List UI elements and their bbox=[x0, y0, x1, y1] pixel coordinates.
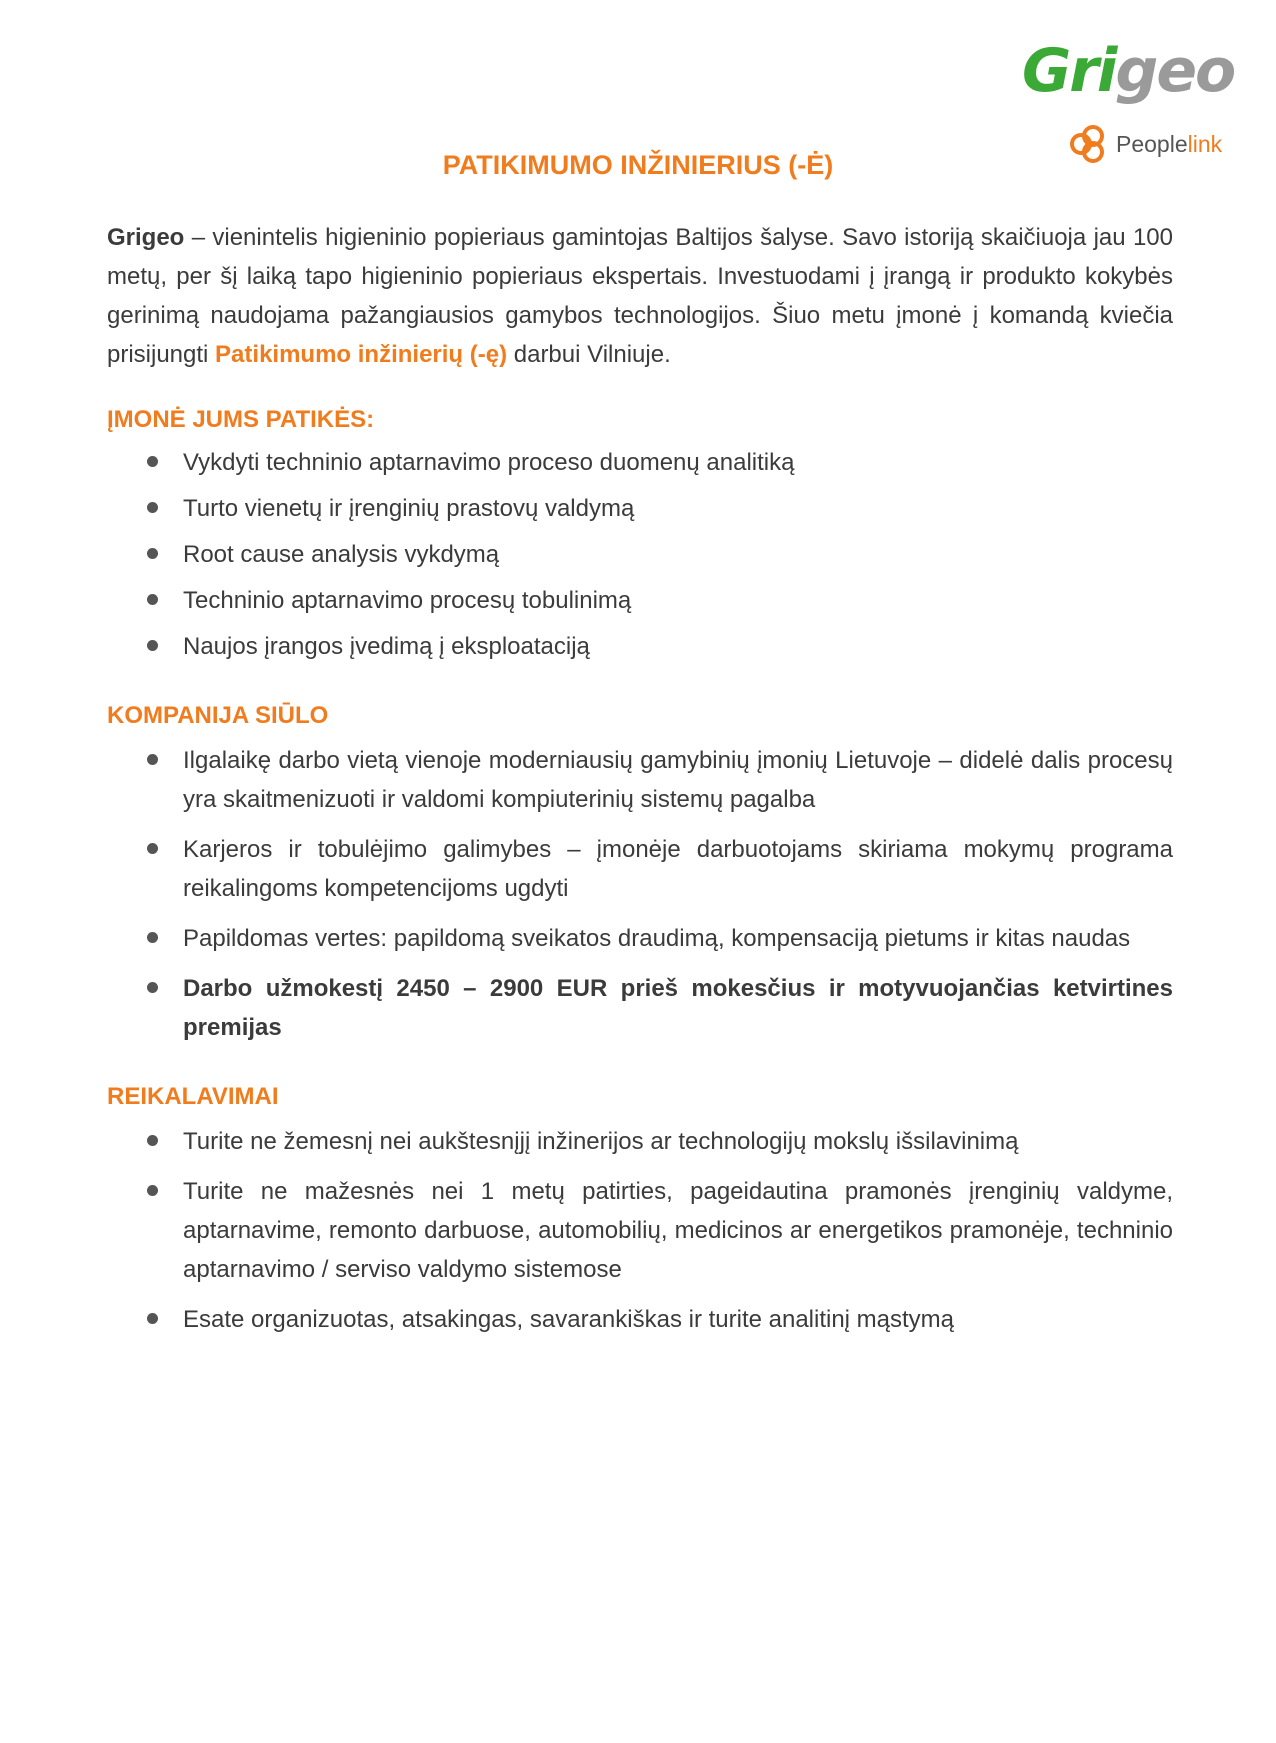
grigeo-logo-grey: geo bbox=[1115, 36, 1235, 106]
list-item bbox=[107, 741, 1173, 819]
bullet-icon bbox=[147, 502, 158, 513]
list-item-text: Turite ne mažesnės nei 1 metų patirties, pageidautina pramonės įrenginių valdyme, aptarnavime, remonto darbuose, automobilių, medicinos ar energetikos pramonėje, techninio aptarnavimo / serviso valdymo sistemose bbox=[183, 1178, 1173, 1283]
section-heading-offer: KOMPANIJA SIŪLO bbox=[107, 702, 329, 729]
list-item bbox=[107, 919, 1173, 958]
list-item bbox=[107, 1122, 1173, 1161]
list-item bbox=[107, 830, 1173, 908]
list-item-text: Karjeros ir tobulėjimo galimybes – įmonėje darbuotojams skiriama mokymų programa reikalingoms kompetencijoms ugdyti bbox=[183, 836, 1173, 902]
list-item-text: Turite ne žemesnį nei aukštesnįjį inžinerijos ar technologijų mokslų išsilavinimą bbox=[183, 1128, 1019, 1155]
bullet-icon bbox=[147, 594, 158, 605]
bullet-icon bbox=[147, 1135, 158, 1146]
bullet-icon bbox=[147, 456, 158, 467]
intro-text-2: darbui Vilniuje. bbox=[507, 341, 671, 368]
list-item bbox=[107, 535, 1173, 574]
intro-position: Patikimumo inžinierių (-ę) bbox=[215, 341, 508, 368]
document-body bbox=[107, 218, 1173, 1339]
bullet-icon bbox=[147, 982, 158, 993]
list-item-text: Vykdyti techninio aptarnavimo proceso duomenų analitiką bbox=[183, 449, 795, 476]
section-heading-responsibilities: ĮMONĖ JUMS PATIKĖS: bbox=[107, 406, 375, 433]
offer-list bbox=[107, 741, 1173, 1047]
grigeo-logo bbox=[1022, 36, 1254, 106]
peoplelink-people: People bbox=[1116, 130, 1188, 157]
list-item-text: Naujos įrangos įvedimą į eksploataciją bbox=[183, 633, 590, 660]
list-item-text: Techninio aptarnavimo procesų tobulinimą bbox=[183, 587, 632, 614]
intro-paragraph bbox=[107, 218, 1173, 374]
list-item bbox=[107, 443, 1173, 482]
responsibilities-list bbox=[107, 443, 1173, 666]
list-item-text: Papildomas vertes: papildomą sveikatos draudimą, kompensaciją pietums ir kitas naudas bbox=[183, 925, 1131, 952]
bullet-icon bbox=[147, 1313, 158, 1324]
document-title: PATIKIMUMO INŽINIERIUS (-Ė) bbox=[442, 150, 834, 180]
bullet-icon bbox=[147, 548, 158, 559]
list-item bbox=[107, 1172, 1173, 1289]
bullet-icon bbox=[147, 1185, 158, 1196]
bullet-icon bbox=[147, 932, 158, 943]
list-item-text: Esate organizuotas, atsakingas, savarankiškas ir turite analitinį mąstymą bbox=[183, 1306, 955, 1333]
bullet-icon bbox=[147, 640, 158, 651]
list-item bbox=[107, 1300, 1173, 1339]
intro-company: Grigeo bbox=[107, 224, 185, 251]
list-item bbox=[107, 627, 1173, 666]
bullet-icon bbox=[147, 754, 158, 765]
bullet-icon bbox=[147, 843, 158, 854]
intro-text-1: – vienintelis higieninio popieriaus gamintojas Baltijos šalyse. Savo istoriją skaičiuoja jau 100 metų, per šį laiką tapo higieninio popieriaus ekspertais. Investuodami į įrangą ir produkto kokybės gerinimą naudojama pažangiausios gamybos technologijos. Šiuo metu įmonė į komandą kviečia prisijungti bbox=[107, 224, 1173, 368]
list-item-text: Darbo užmokestį 2450 – 2900 EUR prieš mokesčius ir motyvuojančias ketvirtines premijas bbox=[183, 975, 1173, 1041]
list-item-text: Ilgalaikę darbo vietą vienoje moderniausių gamybinių įmonių Lietuvoje – didelė dalis procesų yra skaitmenizuoti ir valdomi kompiuterinių sistemų pagalba bbox=[183, 747, 1173, 813]
peoplelink-link: link bbox=[1187, 130, 1223, 157]
list-item bbox=[107, 581, 1173, 620]
list-item-text: Turto vienetų ir įrenginių prastovų valdymą bbox=[183, 495, 635, 522]
list-item bbox=[107, 489, 1173, 528]
list-item bbox=[107, 969, 1173, 1047]
grigeo-logo-green: Gri bbox=[1022, 36, 1116, 106]
section-heading-requirements: REIKALAVIMAI bbox=[107, 1083, 279, 1110]
requirements-list bbox=[107, 1122, 1173, 1339]
list-item-text: Root cause analysis vykdymą bbox=[183, 541, 500, 568]
